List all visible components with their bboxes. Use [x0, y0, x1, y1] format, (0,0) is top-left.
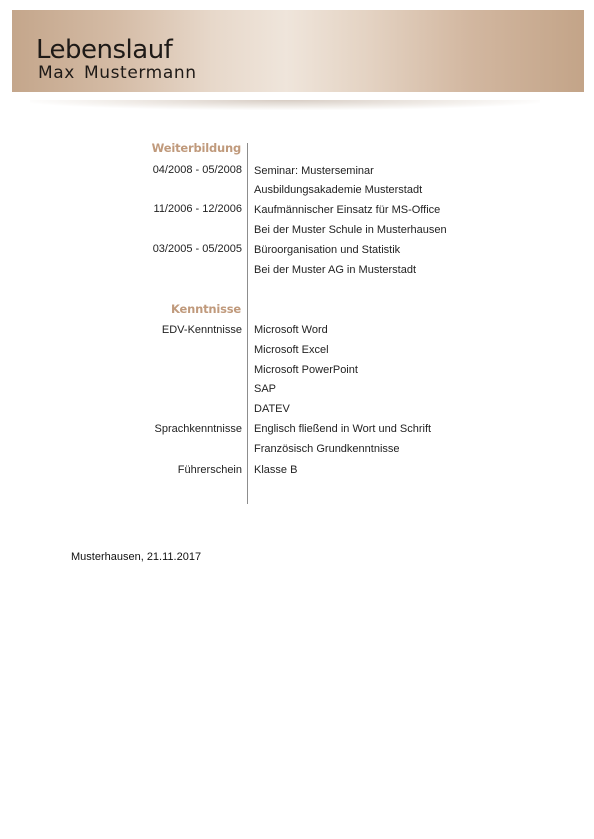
entry-value: Kaufmännischer Einsatz für MS-Office — [254, 204, 441, 216]
entry-value: Englisch fließend in Wort und Schrift — [254, 423, 432, 435]
entry-label: Sprachkenntnisse — [154, 423, 242, 435]
entry-label: 04/2008 - 05/2008 — [152, 164, 242, 176]
entry-value: Französisch Grundkenntnisse — [254, 443, 400, 455]
entry-value: Seminar: Musterseminar — [254, 165, 374, 177]
entry-value: Ausbildungsakademie Musterstadt — [254, 184, 423, 196]
section-heading-weiterbildung: Weiterbildung — [151, 141, 241, 155]
column-divider — [247, 143, 248, 504]
document-title: Lebenslauf — [36, 35, 173, 65]
entry-value: DATEV — [254, 403, 290, 415]
entry-value: Büroorganisation und Statistik — [254, 244, 401, 256]
entry-label: 11/2006 - 12/2006 — [153, 203, 242, 215]
entry-value: SAP — [254, 383, 277, 395]
entry-value: Microsoft Excel — [254, 344, 329, 356]
entry-label: EDV-Kenntnisse — [161, 324, 242, 336]
applicant-name: Max Mustermann — [38, 63, 197, 83]
entry-value: Microsoft PowerPoint — [254, 364, 358, 376]
entry-value: Klasse B — [254, 464, 298, 476]
place-and-date: Musterhausen, 21.11.2017 — [71, 551, 202, 563]
entry-value: Microsoft Word — [254, 324, 328, 336]
section-heading-kenntnisse: Kenntnisse — [171, 302, 241, 316]
entry-label: Führerschein — [177, 464, 242, 476]
entry-label: 03/2005 - 05/2005 — [152, 243, 242, 255]
entry-value: Bei der Muster AG in Musterstadt — [254, 264, 417, 276]
header-shadow — [30, 100, 540, 110]
entry-value: Bei der Muster Schule in Musterhausen — [254, 224, 447, 236]
